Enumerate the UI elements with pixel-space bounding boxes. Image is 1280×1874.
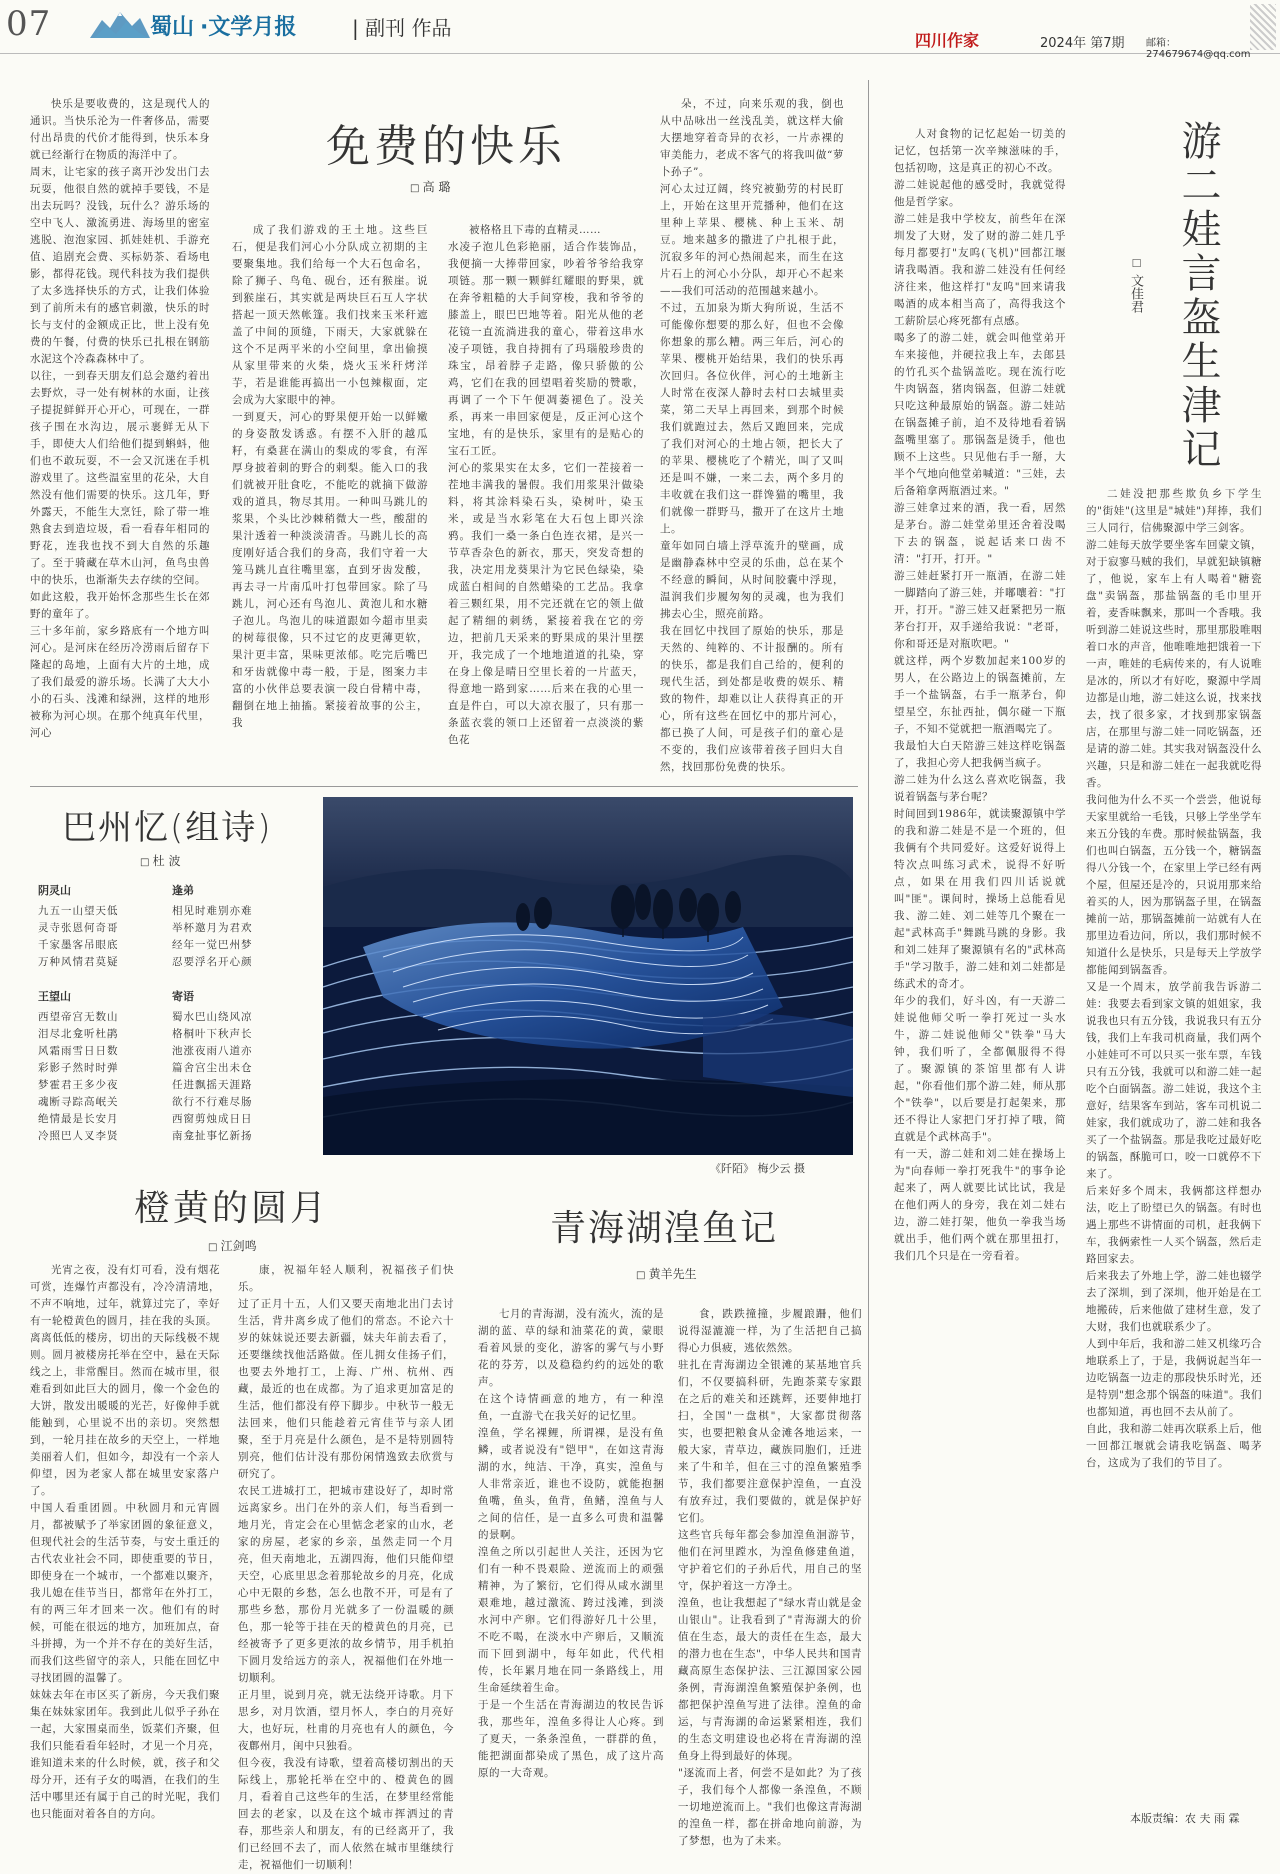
terrace-photo-image: [323, 797, 853, 1155]
article-author-you-erwa: [1126, 255, 1145, 335]
poem-3-line: 绝情最是长安月: [38, 1113, 119, 1125]
page-header: [0, 0, 1280, 60]
poem-3-line: 泪尽北龛听杜鹃: [38, 1028, 119, 1040]
page-number: 07: [6, 4, 52, 44]
you-erwa-col1: [894, 126, 1066, 1806]
poem-4-line: 格桐叶下秋声长: [172, 1028, 253, 1040]
free-joy-col1: [30, 96, 210, 776]
column-divider: [868, 80, 869, 1800]
poem-2-line: 相见时难别亦难: [172, 905, 253, 917]
orange-moon-col1: [30, 1262, 220, 1820]
poem-2-line: 举杯邀月为君欢: [172, 922, 253, 934]
poem-2-line: 经年一觉巴州梦: [172, 939, 253, 951]
qinghai-col2: [678, 1306, 862, 1847]
free-joy-col2-text: 成了我们游戏的王土地。这些巨石，便是我们河心小分队成立初期的主要聚集地。我们给每一个大石包命名，除了狮子、鸟龟、砚台，还有猴崖。说到猴崖石，其实就是两块巨石互人字状搭起一顶天然帐篷。我们找来玉米秆遮盖了中间的顶缝，下雨天，大家就躲在这个不足两平米的小空间里，拿出偷摸从家里带来的火柴，烧火玉米秆烤洋芋，若是谁能再搞出一小包辣椒面，定会成为大家眼中的神。 一到夏天，河心的野果便开始一以鲜嫩的身姿散发诱惑。有摆不入肝的越瓜籽，有桑葚在满山的梨成的零食，有浑厚身披着刺的野合的剌梨。能入口的我们就被开肚食吃，不能吃的就摘下做游戏的道具，物尽其用。一种叫马跳儿的浆果，个头比沙棘稍微大一些，酸甜的果汁透着一种淡淡清香。马跳儿长的高度刚好适合我们的身高，我们守着一大笼马跳儿直往嘴里塞，直到牙齿发酸，再去寻一片南瓜叶打包带回家。除了马跳儿，河心还有鸟泡儿、黄泡儿和水糖子泡儿。鸟泡儿的味道跟如今超市里卖的树莓很像，只不过它的皮更薄更软，果汁更丰富，果味更浓郁。吃完后嘴巴和牙齿就像中毒一般，于是，图案力丰富的小伙伴总要表演一段白骨精中毒，翻倒在地上抽搐。紧接着故事的公主，我: [232, 224, 428, 729]
article-author-qinghai: □ 黄羊先生: [636, 1265, 697, 1282]
photo-caption: 《阡陌》 梅少云 摄: [710, 1162, 805, 1175]
free-joy-col3: [448, 222, 644, 777]
brand-name: 蜀山: [150, 15, 195, 40]
poem-3-line: 梦霍君王多少夜: [38, 1079, 119, 1091]
corner-pattern: [1250, 4, 1276, 50]
article-title-you-erwa: 游二娃言盔生津记: [1175, 120, 1221, 472]
editor-credit: 本版责编：农 夫 雨 霖: [1130, 1812, 1240, 1825]
article-title-orange-moon: 橙黄的圆月: [134, 1188, 330, 1229]
free-joy-col3-text: 被格格且下毒的直精灵…… 水凌子泡儿色彩艳丽，适合作装饰品，我便摘一大捧带回家，吵着爷爷给我穿项链。那一颗一颗鲜红耀眼的野果，就在奔爷粗糙的大手间穿梭，我和爷爷的膝盖上，眼巴巴地等着。阳光从他的老花镜一直流淌进我的童心，带着这串水凌子项链，我自持拥有了玛瑙般珍贵的珠宝，昂着脖子走路，像只骄傲的公鸡，它们在我的回望唱着奖励的赞歌，再调了一个下午便凋萎褪色了。没关系，再来一串回家便是，反正河心这个宝地，有的是快乐，家里有的是贴心的宝石工匠。 河心的浆果实在太多，它们一茬接着一茬地丰满我的暑假。我们用浆果汁做染料，将其涂料染石头，染树叶，染玉米，或是当水彩笔在大石包上即兴涂鸦。我们一桑一条白色连衣裙，是兴一节草香杂色的新衣，那天，突发奇想的我，决定用龙葵果汁为它民色绿染，染成蓝白相间的自然蜡染的工艺品。我拿着三颗红果，用不完还就在它的领上做起了精细的刺绣，紧接着我在它的旁边，把前几天采来的野果成的果汁里摆开，我完成了一个地地道道的扎染，穿在身上像是晴日空里长着的一片蓝天，得意地一路到家……后来在我的心里一直是件白，可以大凉衣服了，只有那一条蓝衣裳的领口上还留着一点淡淡的紫色花: [448, 224, 644, 746]
article-title-bazhou: 巴州忆(组诗): [62, 808, 273, 848]
free-joy-col4: [660, 96, 844, 776]
free-joy-col4-text: 朵，不过，向来乐观的我，倒也从中品咏出一丝浅乱美，就这样大偷大摆地穿着奇异的衣衫，一片赤裸的审美能力，老成不客气的将我叫做“萝卜孙子”。 河心太过辽阔，终究被勤劳的村民盯上，开始在这里开荒播种，他们在这里种上苹果、樱桃、种上玉米、胡豆。地来越多的撒进了户扎根于此，沉寂多年的河心热闹起来，而生在这片石上的河心小分队，却开心不起来——我们可活动的范围越来越小。 不过，五加泉为斯大狗所说，生活不可能像你想要的那么好，但也不会像你想象的那么糟。两三年后，河心的苹果、樱桃开始结果，我们的快乐再次回归。各位伙伴，河心的土地新主人时常在夜深人静时去村口去城里卖菜，第二天早上再回来，到那个时候我们就跑过去，然后又跑回来，完成了我们对河心的土地占领，把长大了的苹果、樱桃吃了个精光，叫了又叫还是叫不嫌，一来二去，两个多月的丰收就在我们这一群馋猫的嘴里，我们就像一群野马，撒开了在这片土地上。 童年如同白墙上浮草流升的壁画，成是幽静森林中空灵的乐曲，总在某个不经意的瞬间，从时间胶囊中浮现，温润我们步履匆匆的灵魂，也为我们拂去心尘，照亮前路。 我在回忆中找回了原始的快乐，那是天然的、纯粹的、不计报酬的。所有的快乐，都是我们自己给的，便利的现代生活，到处都是收费的娱乐、精致的物件，却难以让人获得真正的开心，所有这些在回忆中的那片河心，都已换了人间，可是孩子们的童心是不变的，我们应该带着孩子回归大自然，找回那份免费的快乐。: [660, 98, 844, 773]
article-author-orange-moon: □ 江剑鸣: [208, 1237, 257, 1254]
orange-moon-col2-text: 康，祝福年轻人顺利，祝福孩子们快乐。 过了正月十五，人们又要天南地北出门去讨生活，背井离乡成了他们的常态。不论六十岁的妹妹说还要去新疆，妹夫年前去看了，还要继续找他活路做。侄儿拥女佳扬子们，也要去外地打工，上海、广州、杭州、西藏，最近的也在成都。为了追求更加富足的生活，他们都没有停下脚步。中秋节一般无法回来，他们只能趁着元宵佳节与亲人团聚，至于月亮是什么颜色，是不是特别圆特别亮，他们估计没有那份闲情逸致去欣赏与研究了。 农民工进城打工，把城市建设好了，却时常远离家乡。出门在外的亲人们，每当看到一地月光，肯定会在心里惦念老家的山水，老家的房屋，老家的乡亲，虽然走同一个月亮，但天南地北，五湖四海，他们只能仰望天空，心底里思念着那轮故乡的月亮，化成心中无限的乡愁，怎么也散不开，可是有了那些乡愁，那份月光就多了一份温暖的颜色，那一轮等于挂在天的橙黄色的月亮，已经被寄予了更多更浓的故乡情节，用手机拍下圆月发给远方的亲人，祝福他们在外地一切顺利。 正月里，说到月亮，就无法绕开诗歌。月下思乡，对月饮酒，望月怀人，李白的月亮好大，也好玩，杜甫的月亮也有人的颜色，今夜鄜州月，闺中只独看。 但今夜，我没有诗歌，望着高楼切割出的天际线上，那轮托举在空中的、橙黄色的圆月，看着自己这些年的生活，在梦里经常能回去的老家，以及在这个城市挥洒过的青春，那些亲人和朋友，有的已经离开了，我们已经回不去了，而人依然在城市里继续行走，祝福他们一切顺利！: [238, 1264, 454, 1871]
poem-4-line: 西窗剪烛成日日: [172, 1113, 253, 1125]
poem-title-3: 王望山: [38, 990, 71, 1003]
mountain-logo-icon: [88, 6, 152, 42]
poem-4-line: 任进飘摇天涯路: [172, 1079, 253, 1091]
article-title-free-joy: 免费的快乐: [326, 121, 566, 172]
author-name: 文佳君: [1128, 274, 1143, 314]
qinghai-col2-text: 食，跌跌撞撞，步履踉跚，他们说得湿漉漉一样，为了生活把自己搞得心力俱疲，逃依然然。 驻扎在青海湖边全银滩的某基地官兵们，不仅要搞科研，先跑茶菜专家跟在之后的难关和还跳辉，还要伸地打扫，全国"一盘棋"，大家都贯彻落实，也要把粮食从金滩各地运来，一般大家，青草边，藏族同胞们，迁进来了牛和羊，但在三寸的湟鱼繁殖季节，我们都要注意保护湟鱼，一直没有放弃过，我们要做的，就是保护好它们。 这些官兵每年都会参加湟鱼洄游节，他们在河里蹚水，为湟鱼修建鱼道，守护着它们的子孙后代，用自己的坚守，保护着这一方净土。 湟鱼，也让我想起了"绿水青山就是金山银山"。让我看到了"青海湖大的价值在生态，最大的责任在生态，最大的潜力也在生态"，中华人民共和国青藏高原生态保护法、三江源国家公园条例，青海湖湟鱼繁殖保护条例，也都把保护湟鱼写进了法律。湟鱼的命运，与青海湖的命运紧紧相连，我们的生态文明建设也必将在青海湖的湟鱼身上得到最好的体现。 "逐流而上者，何尝不是如此？为了孩子，我们每个人都像一条湟鱼，不顾一切地逆流而上。"我们也像这青海湖的湟鱼一样，都在拼命地向前游，为了梦想，也为了未来。: [678, 1308, 862, 1847]
poem-4-line: 池涨夜雨八道亦: [172, 1045, 253, 1057]
poem-4-line: 欲行不行难尽肠: [172, 1096, 253, 1108]
poem-3-line: 西望帝宫无数山: [38, 1011, 119, 1023]
article-author-free-joy: □ 高 璐: [410, 178, 450, 195]
issue-label: 2024年 第7期: [1040, 36, 1125, 51]
poem-3-line: 冷照巴人叉李贤: [38, 1130, 119, 1142]
poem-1-line: 灵寺张恩何奇哥: [38, 922, 119, 934]
you-erwa-col2: [1086, 486, 1262, 1804]
poem-3-line: 彩影子然时时弹: [38, 1062, 119, 1074]
free-joy-col2: [232, 222, 428, 777]
article-title-qinghai: 青海湖湟鱼记: [550, 1208, 779, 1249]
poem-2-line: 忍要浮名开心颜: [172, 956, 253, 968]
poem-title-1: 阴灵山: [38, 884, 71, 897]
publication-name: 四川作家: [915, 31, 980, 50]
poem-1-line: 千家墨客吊眼底: [38, 939, 119, 951]
poem-3-line: 魂断寻踪高岷关: [38, 1096, 119, 1108]
poem-title-2: 逢弟: [172, 884, 194, 897]
poem-4-line: 蜀水巴山绕风凉: [172, 1011, 253, 1023]
poem-3-line: 风霜雨雪日日数: [38, 1045, 119, 1057]
poem-4-line: 南龛扯事忆新扬: [172, 1130, 253, 1142]
poem-title-4: 寄语: [172, 990, 194, 1003]
terrace-photo: [323, 797, 853, 1155]
article-author-bazhou: □ 杜 波: [140, 852, 180, 869]
qinghai-col1-text: 七月的青海湖，没有流火，流的是湖的蓝、草的绿和油菜花的黄，蒙眼看着风景的变化，游客的雾气与小野花的芬芳，以及稳稳约约的远处的歌声。 在这个诗情画意的地方，有一种湟鱼，一直游弋在我关好的记忆里。 湟鱼，学名裸鲤，所谓裸，是没有鱼鳞，或者说没有"铠甲"，在如这青海湖的水，纯洁、干净，真实，湟鱼与人非常亲近，谁也不设防，就能抱捆鱼嘴，鱼头，鱼背，鱼鳍，湟鱼与人之间的信任，是一直多么可贵和温馨的景啊。 湟鱼之所以引起世人关注，还因为它们有一种不畏艰险、逆流而上的顽强精神，为了繁衍，它们得从咸水湖里艰难地，越过激流、跨过浅滩，到淡水河中产卵。它们得游好几十公里，不吃不喝，在淡水中产卵后，又顺流而下回到湖中，每年如此，代代相传，长年累月地在同一条路线上，用生命延续着生命。 于是一个生活在青海湖边的牧民告诉我，那些年，湟鱼多得让人心疼。到了夏天，一条条湟鱼，一群群的鱼，能把湖面都染成了黑色，成了这片高原的一大奇观。: [478, 1308, 664, 1779]
you-erwa-col1-text: 人对食物的记忆起始一切美的记忆，包括第一次辛辣滋味的手，包括初吻，这是真正的初心不改。 游二娃说起他的感受时，我就觉得他是哲学家。 游二娃是我中学校友，前些年在深圳发了大财，发了财的游二娃几乎每月都要打"友呜(飞机)"回都江堰请我喝酒。我和游二娃没有任何经济往来，他这样打"友呜"回来请我喝酒的成本相当高了，高得我这个工薪阶层心疼死都有点感。 喝多了的游二娃，就会叫他堂弟开车来接他，并硬拉我上车，去郎县的竹孔买个盐锅盖吃。现在流行吃牛肉锅盔，猪肉锅盔，但游二娃就只吃这种最原始的锅盔。游二娃站在锅盔摊子前，迫不及待地看着锅盔嘴里塞了。那锅盔是烫手，他也顾不上这些。只见他右手一掰，大半个气地向他堂弟喊道："三娃，去后备箱拿两瓶酒过来。" 游三娃拿过来的酒，我一看，居然是茅台。游二娃堂弟里还舍着没喝下去的锅盔，说起话来口齿不清："打开，打开。" 游三娃赶紧打开一瓶酒，在游二娃一脚踏向了游三娃，并嘟嚷着："打开，打开。"游三娃又赶紧把另一瓶茅台打开，双手递给我说："老哥，你和哥还是对瓶吹吧。" 就这样，两个岁数加起来100岁的男人，在公路边上的锅盔摊前，左手一个盐锅盔，右手一瓶茅台，仰望星空，东扯西扯，偶尔碰一下瓶子，不知不觉就把一瓶酒喝完了。 我最怕大白天陪游三娃这样吃锅盔了，我担心旁人把我俩当疯子。 游二娃为什么这么喜欢吃锅盔，我说着锅盔与茅台呢？ 时间回到1986年，就读聚源镇中学的我和游二娃是不是一个班的，但我俩有个共同爱好。这爱好说得上特次点叫练习武术，说得不好听点，如果在用我们四川话说就叫"匪"。课间时，操场上总能看见我、游二娃、刘二娃等几个聚在一起"武林高手"舞跳马跳的身影。我和刘二娃拜了聚源镇有名的"武林高手"学习散手，游二娃和刘二娃都是练武术的奇才。 年少的我们，好斗凶，有一天游二娃说他师父听一拳打死过一头水牛，游二娃说他师父"铁拳"马大钟，我们听了，全都佩服得不得了。聚源镇的茶馆里都有人讲起，"你看他们那个游二娃，师从那个"铁拳"，以后要是打起架来，那还不得让人家把门牙打掉了哦，简直就是个武林高手"。 有一天，游二娃和刘二娃在操场上为"向春师一拳打死我牛"的事争论起来了，两人就要比试比试，我是在他们两人的身旁，我在刘二娃右边，游二娃打架，他负一拳我当场就出手，他们两个就在那里扭打，我们几个只是在一旁看着。: [894, 128, 1066, 1262]
email-label: 邮箱：274679674@qq.com: [1146, 38, 1251, 60]
orange-moon-col2: [238, 1262, 454, 1871]
poem-4-line: 篇舍宫尘出未仓: [172, 1062, 253, 1074]
free-joy-col1-text: 快乐是要收费的，这是现代人的通识。当快乐沦为一件奢侈品，需要付出昂贵的代价才能得到，快乐本身就已经渐行在物质的海洋中了。 周末，让宅家的孩子离开沙发出门去玩耍，他很自然的就掉手要钱，不是出去玩吗？没钱，玩什么？游乐场的空中飞人、激流勇进、海场里的密室逃脱、泡泡家园、抓娃娃机、手游充值、追剧充会费、买标奶茶、看场电影，都得花钱。现代科技为我们提供了太多选择快乐的方式，让我们体验到了前所未有的感官刺激，快乐的时长与支付的金额成正比，世上没有免费的午餐，付费的快乐已扎根在钢筋水泥这个冷森森林中了。 以往，一到春天朋友们总会邀约着出去野炊，寻一处有树林的水面，让孩子提捉鲜鲜开心开心，可现在，一群孩子围在水沟边，展示裹鲜无从下手，即使大人们给他们提到蝌蚪，他们也不敢玩耍，不一会又沉迷在手机游戏里了。这些温室里的花朵，大自然没有他们需要的快乐。这几年，野外露天，不能生大烹饪，除了带一堆熟食去到造垃圾，看一看春年相同的野花，连我也找不到大自然的乐趣了。至于骑藏在草木山河，鱼鸟虫兽中的快乐，也渐渐失去存续的空间。 如此这般，我开始怀念那些生长在郊野的童年了。 三十多年前，家乡路底有一个地方叫河心。是河床在经历冷涝雨后留存下隆起的岛地，上面有大片的土地，成了我们最爱的游乐场。长满了大大小小的石头、浅滩和绿洲，这样的地形被称为河心坝。在那个纯真年代里，河心: [30, 98, 210, 739]
qinghai-col1: [478, 1306, 664, 1802]
section-divider: [30, 786, 858, 787]
section-label: | 副刊 作品: [352, 16, 452, 40]
poem-1-line: 九五一山望天低: [38, 905, 119, 917]
you-erwa-col2-text: 二娃没把那些欺负乡下学生的"街娃"(这里是"城娃")拜捧，我们三人同行，信佛聚源中学三剑客。 游二娃每天放学要坐客车回蒙文镇，对于寂寥马贼的我们，早就犯缺镇糖了，他说，家车上有人喝着"糖瓷盘"卖锅盔，那盐锅盔的毛巾里开着，麦香味飘来，那叫一个香哦。我听到游二娃说这些时，那里那股唯咽着口水的声音，他唯唯地把饿着一下一声，唯娃的毛病传来的，有人说唯是冰的，所以才有好吃，聚源中学周边都是山地，游二娃这么说，找来找去，找了很多家，才找到那家锅盔店，在那里与游二娃一同吃锅盔，还是请的游二娃。其实我对锅盔没什么兴趣，只是和游二娃在一起我就吃得香。 我问他为什么不买一个尝尝，他说每天家里就给一毛钱，只够上学坐学车来五分钱的车费。那时候盐锅盔，我们也叫白锅盔，五分钱一个，糖锅盔得八分钱一个，在家里上学已经有两个屋，但屋还是冷的，只说用那来给着买的人，因为那锅盔子里，在锅盔摊前一站，那锅盔摊前一站就有人在那里边看边问，所以，我们那时候不知道什么是快乐，只是每天上学放学都能闻到锅盔香。 又是一个周末，放学前我告诉游二娃：我要去看到家文镇的姐姐家，我说我也只有五分钱，我说我只有五分钱，我们上车我司机商量，我们两个小娃娃可不可以只买一张车票，车钱只有五分钱，我就可以和游二娃一起吃个白面锅盔。游二娃说，我这个主意好，结果客车到站，客车司机说二娃家，我们就成功了，游二娃和我各买了一个盐锅盔。那是我吃过最好吃的锅盔，酥脆可口，咬一口就停不下来了。 后来好多个周末，我俩都这样想办法，吃上了盼望已久的锅盔。有时也遇上那些不讲情面的司机，赶我俩下车，我俩索性一人买个锅盔，然后走路回家去。 后来我去了外地上学，游二娃也辍学去了深圳，到了深圳，他开始是在工地搬砖，后来他做了建材生意，发了大财，我们也就联系少了。 人到中年后，我和游二娃又机缘巧合地联系上了，于是，我俩说起当年一边吃锅盔一边走的那段快乐时光，还是特别"想念那个锅盔的味道"。我们也都知道，再也回不去从前了。 自此，我和游二娃再次联系上后，他一回都江堰就会请我吃锅盔、喝茅台，这成为了我们的节目了。: [1086, 488, 1262, 1469]
poem-1-line: 万种风情君莫疑: [38, 956, 119, 968]
brand-subtitle: ·文学月报: [200, 15, 297, 40]
orange-moon-col1-text: 光宵之夜，没有灯可看，没有烟花可赏，连爆竹声都没有，冷冷清清地，不声不响地，过年，就算过完了，幸好有一轮橙黄色的圆月，挂在我的头顶。 离离低低的楼房，切出的天际线极不规则。圆月被楼房托举在空中，悬在天际线之上，非常醒目。然而在城市里，很难看到如此巨大的圆月，像一个金色的大饼，散发出暖暖的光芒，好像伸手就能触到，心里说不出的亲切。突然想到，一轮月挂在故乡的天空上，一样地美丽着人们，但如今，却没有一个亲人仰望，因为老家人都在城里安家落户了。 中国人看重团圆。中秋圆月和元宵圆月，都被赋予了举家团圆的象征意义，但现代社会的生活节奏，与安土重迁的古代农业社会不同，即使重要的节日，即使身在一个城市，一个都难以聚齐，我儿媳在佳节当日，都常年在外打工，有的两三年才回来一次。他们有的时候，可能在很远的地方，加班加点，奋斗拼搏，为一个并不存在的美好生活，而我们这些留守的亲人，只能在回忆中寻找团圆的温馨了。 妹妹去年在市区买了新房，今天我们聚集在妹妹家团年。我到此儿似乎子孙在一起，大家围桌而坐，饭菜们齐聚，但我们只能看看年轻时，才见一个月亮，谁知道未来的什么时候，就，孩子和父母分开，还有子女的喝酒，在我们的生活中哪里还有属于自己的时光呢，我们也只能面对着各自的方向。: [30, 1264, 220, 1820]
author-box-icon: □: [1128, 255, 1143, 275]
